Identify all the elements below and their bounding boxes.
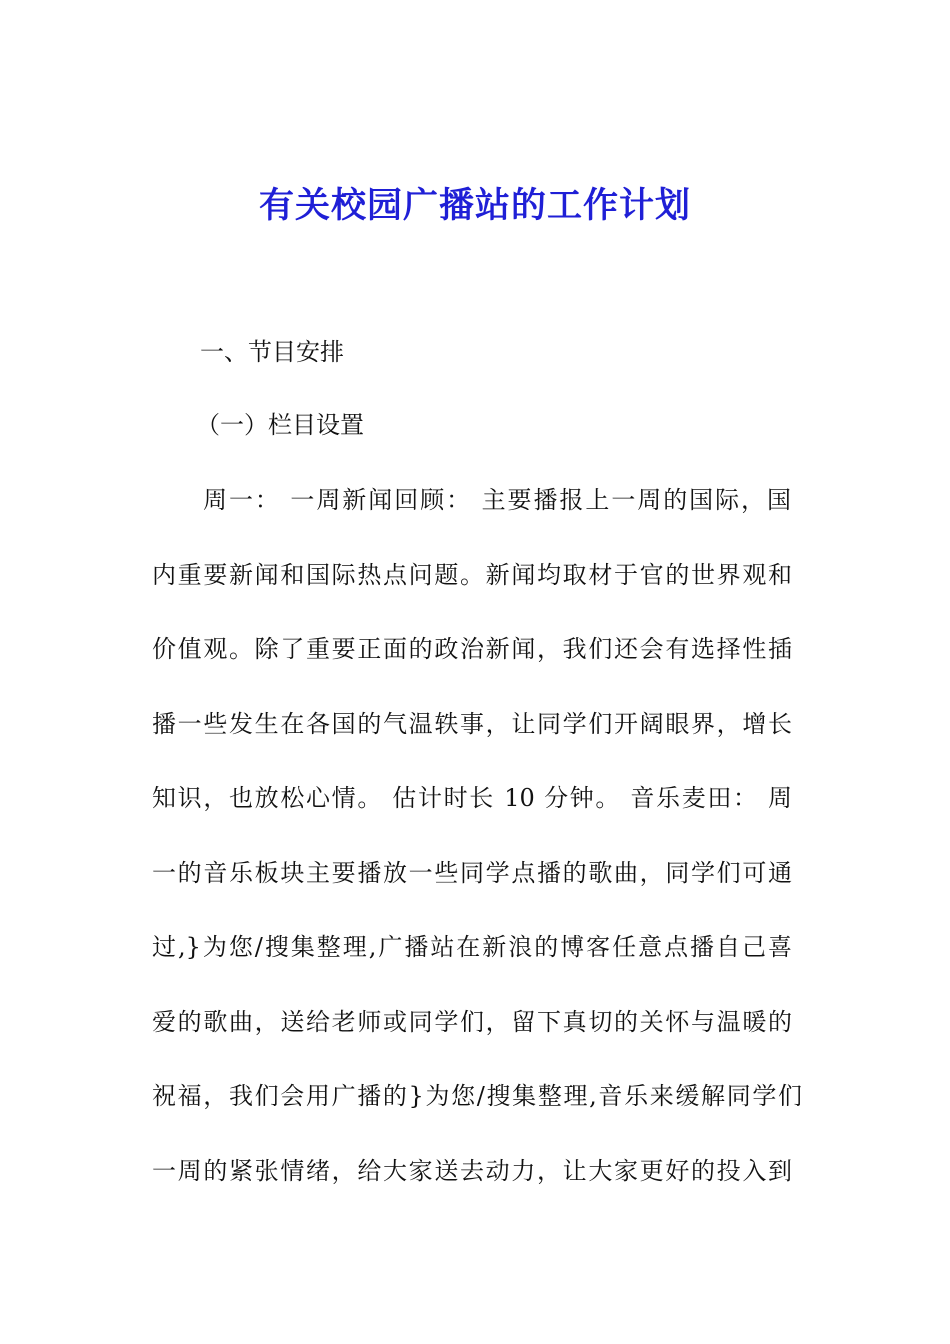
- body-line: 过,}为您/搜集整理,广播站在新浪的博客任意点播自己喜: [152, 933, 792, 961]
- body-line: 播一些发生在各国的气温轶事，让同学们开阔眼界，增长: [152, 710, 792, 738]
- body-line: 祝福，我们会用广播的}为您/搜集整理,音乐来缓解同学们: [152, 1082, 802, 1110]
- body-line: 知识，也放松心情。 估计时长 10 分钟。 音乐麦田： 周: [152, 784, 792, 812]
- body-line: 一周的紧张情绪，给大家送去动力，让大家更好的投入到: [152, 1157, 792, 1185]
- body-line: 内重要新闻和国际热点问题。新闻均取材于官的世界观和: [152, 561, 792, 589]
- body-line: 价值观。除了重要正面的政治新闻，我们还会有选择性插: [152, 635, 792, 663]
- body-line: 爱的歌曲，送给老师或同学们，留下真切的关怀与温暖的: [152, 1008, 792, 1036]
- body-line: 一的音乐板块主要播放一些同学点播的歌曲，同学们可通: [152, 859, 792, 887]
- document-title: 有关校园广播站的工作计划: [258, 186, 691, 226]
- body-line: 周一： 一周新闻回顾： 主要播报上一周的国际，国: [203, 486, 791, 514]
- section-heading: 一、节目安排: [200, 338, 344, 366]
- subsection-heading: （一）栏目设置: [196, 411, 364, 439]
